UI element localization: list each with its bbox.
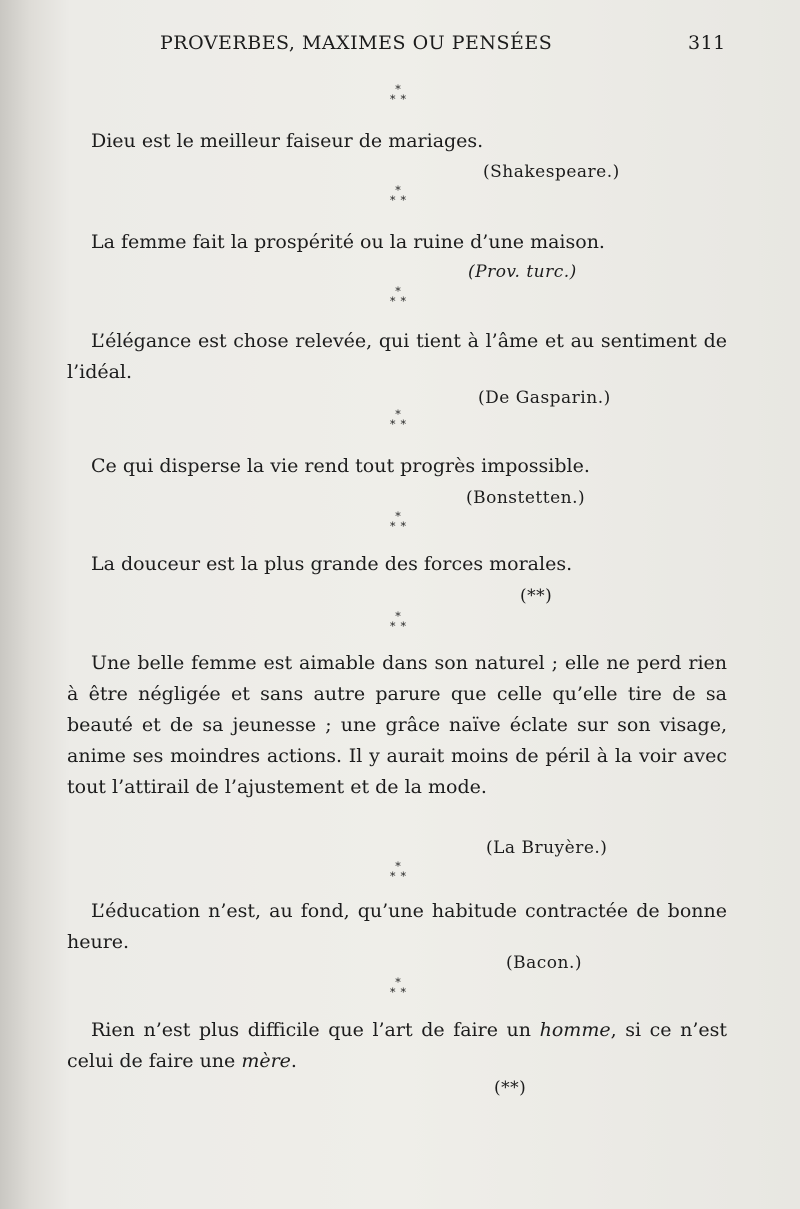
emphasis: mère <box>241 1050 291 1072</box>
quote-source: (De Gasparin.) <box>478 388 611 408</box>
asterism: * ** <box>390 83 411 106</box>
quote-source: (**) <box>520 586 553 606</box>
quote-text: Ce qui disperse la vie rend tout progrès impossible. <box>91 455 590 477</box>
asterism: * ** <box>390 408 411 431</box>
asterism: * ** <box>390 285 411 308</box>
quote-text: L’élégance est chose relevée, qui tient à l’âme et au sentiment de l’idéal. <box>67 330 727 383</box>
quote-text: La douceur est la plus grande des forces morales. <box>91 553 573 575</box>
quote-text: L’éducation n’est, au fond, qu’une habitude contractée de bonne heure. <box>67 900 727 953</box>
quote-source: (Bacon.) <box>506 953 583 973</box>
quote-text: La femme fait la prospérité ou la ruine d’une maison. <box>91 231 605 253</box>
quote-source: (Shakespeare.) <box>483 162 620 182</box>
quote-source: (La Bruyère.) <box>486 838 608 858</box>
quote-text: Une belle femme est aimable dans son naturel ; elle ne perd rien à être négligée et sans autre parure que celle qu’elle tire de sa beauté et de sa jeunesse ; une grâce naïve éclate sur son visage, anime ses moindres actions. Il y aurait moins de péril à la voir avec tout l’attirail de l’ajustement et de la mode. <box>67 652 727 798</box>
asterism: * ** <box>390 860 411 883</box>
asterism: * ** <box>390 610 411 633</box>
quote-text: Dieu est le meilleur faiseur de mariages. <box>91 130 484 152</box>
quote-source: (**) <box>494 1078 527 1098</box>
emphasis: homme <box>539 1019 611 1041</box>
quote-source: (Prov. turc.) <box>468 262 577 282</box>
asterism: * ** <box>390 976 411 999</box>
quote-source: (Bonstetten.) <box>466 488 586 508</box>
asterism: * ** <box>390 510 411 533</box>
running-title: PROVERBES, MAXIMES OU PENSÉES <box>160 32 553 54</box>
asterism: * ** <box>390 184 411 207</box>
page-number: 311 <box>688 32 726 54</box>
quote-text: Rien n’est plus difficile que l’art de faire un homme, si ce n’est celui de faire une mère. <box>67 1019 728 1072</box>
